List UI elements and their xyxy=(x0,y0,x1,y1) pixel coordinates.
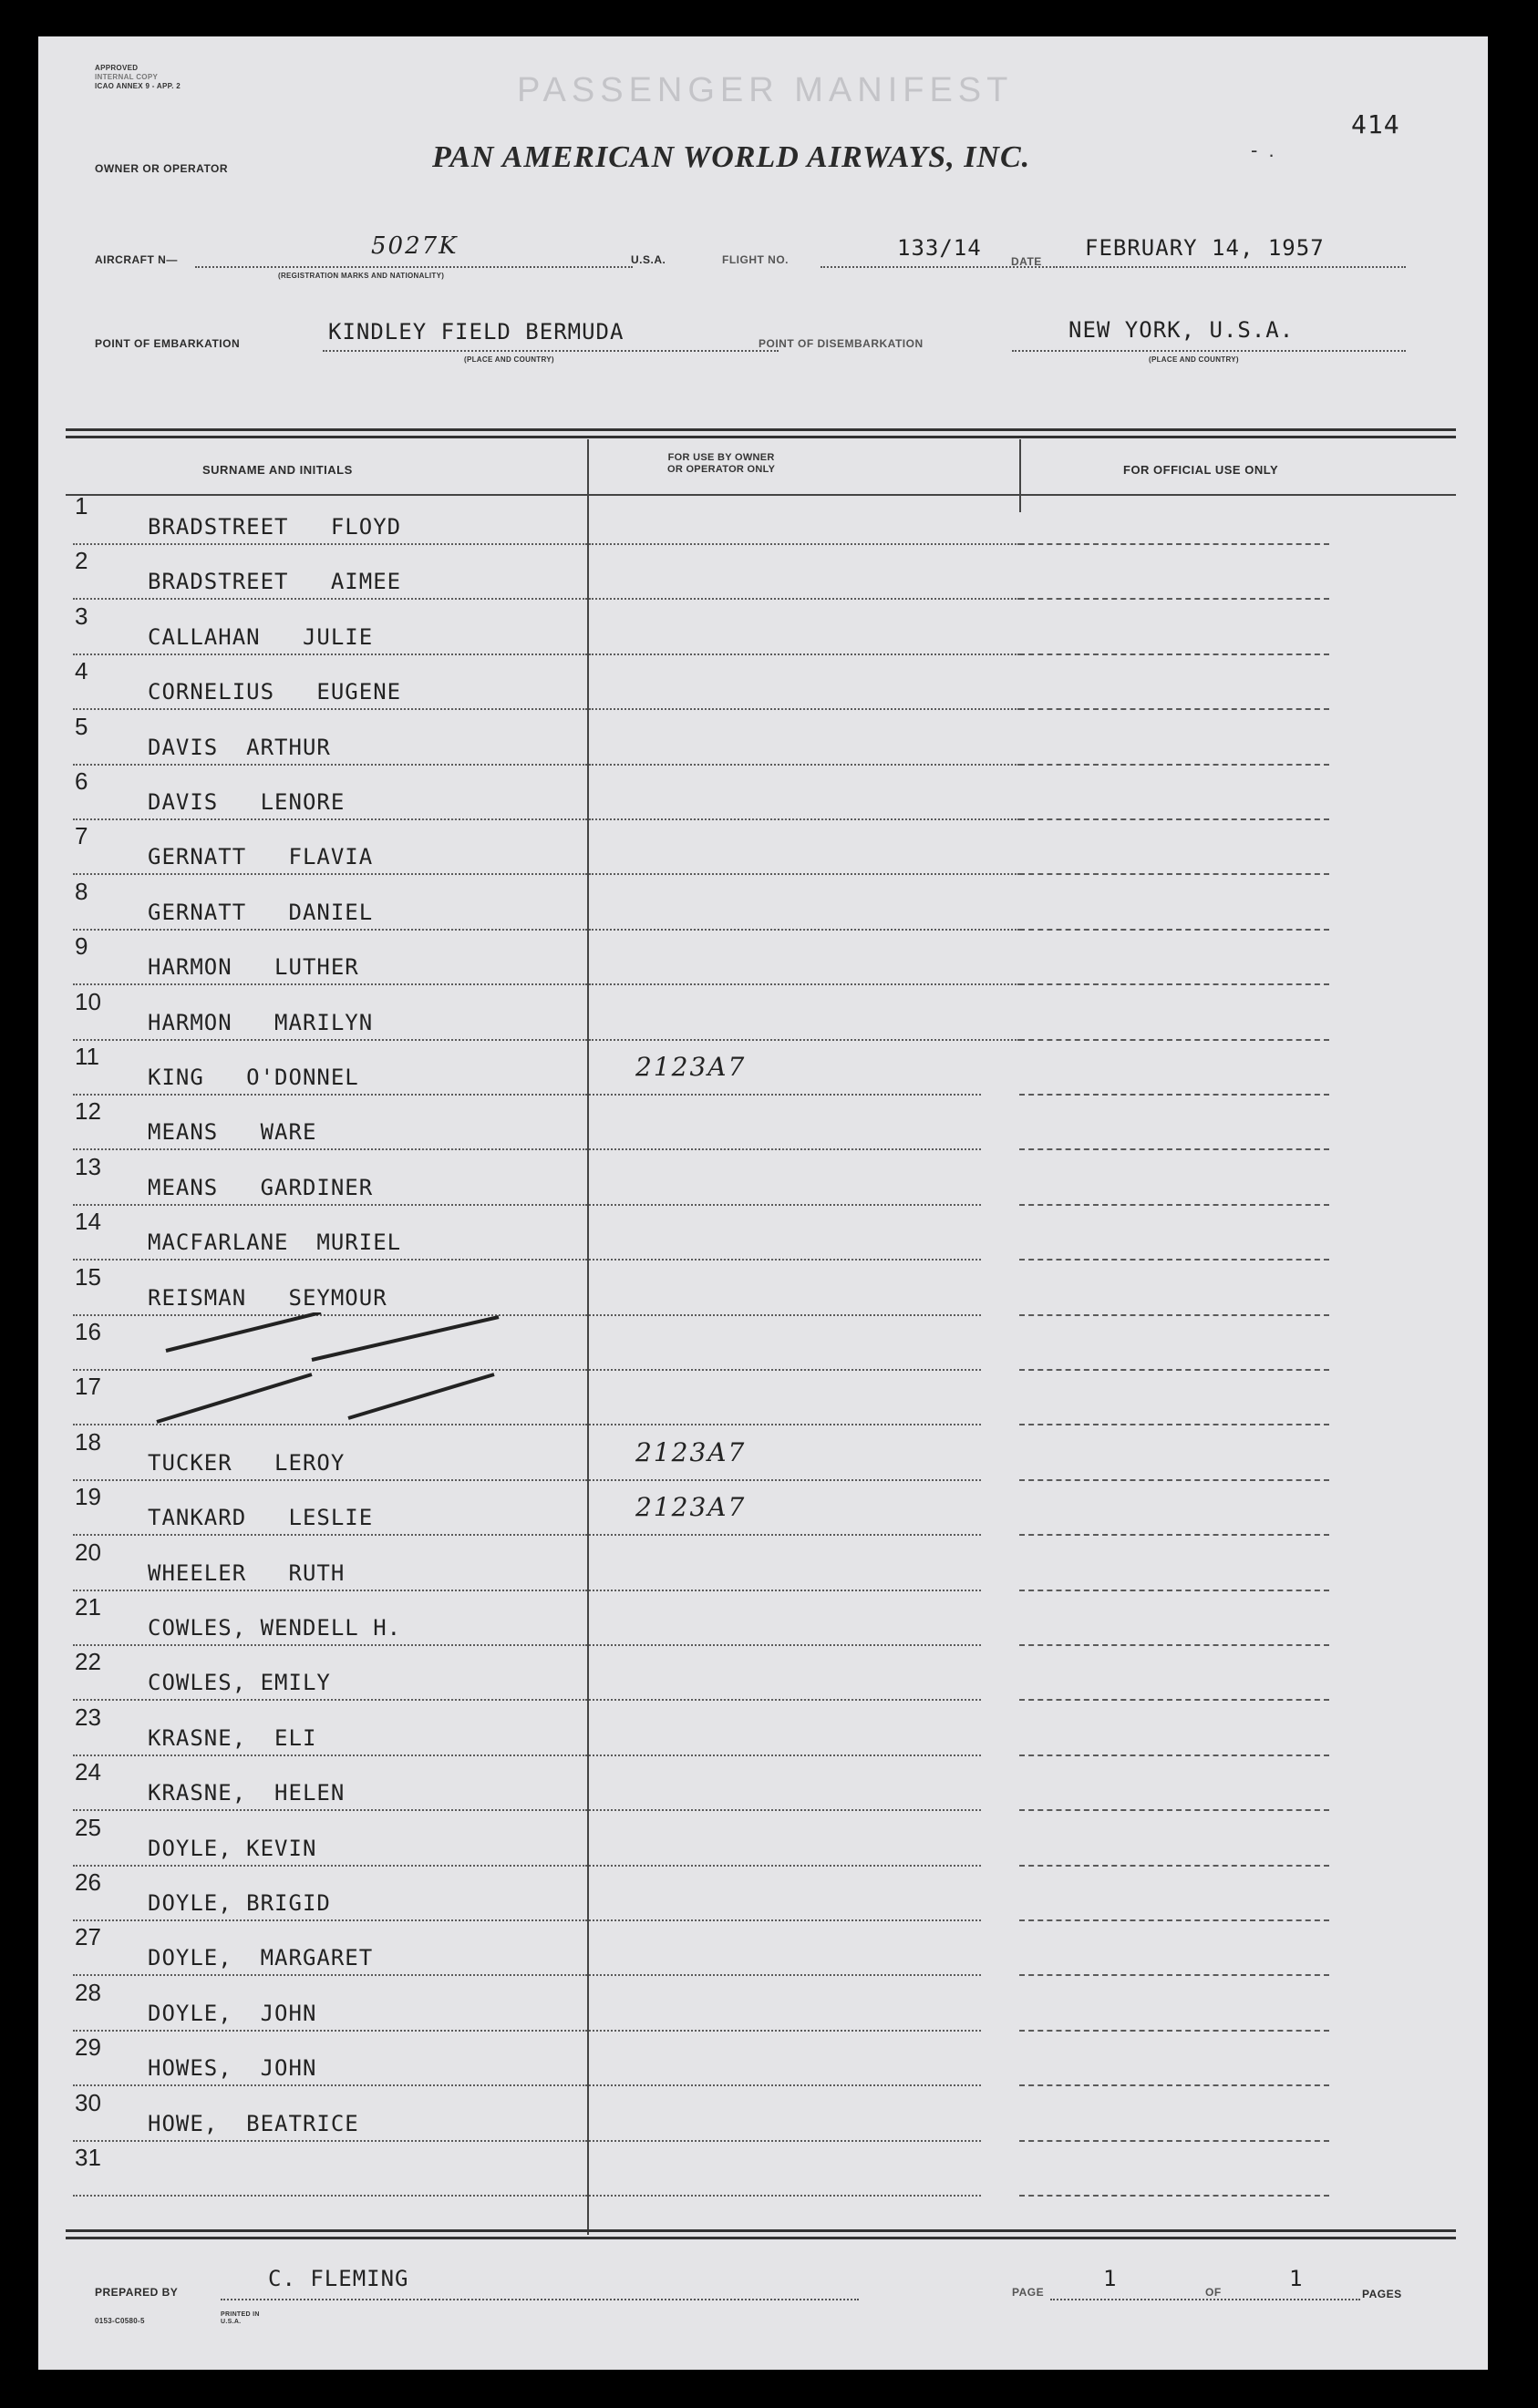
table-row xyxy=(38,1814,1488,1868)
row-rule-owner xyxy=(589,2195,981,2197)
row-rule-owner xyxy=(589,1094,981,1096)
flight-label: FLIGHT NO. xyxy=(722,253,789,266)
row-rule-owner xyxy=(589,1590,981,1591)
owner-value: PAN AMERICAN WORLD AIRWAYS, INC. xyxy=(432,140,1031,174)
operator-note: 2123A7 xyxy=(635,1492,747,1523)
row-number: 23 xyxy=(75,1703,101,1731)
passenger-name: GERNATT FLAVIA xyxy=(148,844,374,870)
row-rule-owner xyxy=(589,2084,981,2086)
table-top-rule-2 xyxy=(66,436,1456,438)
passenger-name: COWLES, EMILY xyxy=(148,1670,331,1696)
table-row xyxy=(38,822,1488,877)
row-rule-official xyxy=(1019,2030,1329,2032)
col-header-owner-use-line-2: OR OPERATOR ONLY xyxy=(667,464,776,475)
row-rule-owner xyxy=(589,873,1019,875)
row-rule-official xyxy=(1019,1369,1329,1371)
table-row xyxy=(38,657,1488,712)
table-row xyxy=(38,932,1488,987)
table-bottom-rule-1 xyxy=(66,2229,1456,2232)
row-number: 22 xyxy=(75,1648,101,1676)
printed-mark: PRINTED IN U.S.A. xyxy=(221,2311,260,2325)
row-rule-name xyxy=(73,1479,587,1481)
row-rule-name xyxy=(73,1590,587,1591)
row-rule-name xyxy=(73,873,587,875)
table-row xyxy=(38,492,1488,547)
disembark-underline xyxy=(1012,350,1406,352)
row-rule-owner xyxy=(589,708,1019,710)
row-number: 3 xyxy=(75,602,88,630)
strike-line xyxy=(348,1374,494,1418)
table-row xyxy=(38,1153,1488,1208)
row-rule-name xyxy=(73,983,587,985)
row-number: 20 xyxy=(75,1538,101,1566)
owner-label: OWNER OR OPERATOR xyxy=(95,162,229,175)
row-rule-official xyxy=(1019,1479,1329,1481)
prepared-underline xyxy=(221,2299,859,2300)
row-rule-owner xyxy=(589,1424,981,1425)
row-rule-owner xyxy=(589,818,1019,820)
row-number: 29 xyxy=(75,2033,101,2062)
row-rule-name xyxy=(73,1534,587,1536)
row-rule-name xyxy=(73,1204,587,1206)
row-number: 24 xyxy=(75,1758,101,1786)
row-rule-owner xyxy=(589,983,1019,985)
row-rule-name xyxy=(73,929,587,931)
table-row xyxy=(38,1868,1488,1923)
approval-line-2: INTERNAL COPY xyxy=(95,73,159,81)
table-row xyxy=(38,1538,1488,1593)
table-row xyxy=(38,602,1488,657)
row-rule-name xyxy=(73,653,587,655)
row-rule-official xyxy=(1019,1865,1329,1867)
row-number: 2 xyxy=(75,547,88,575)
row-rule-official xyxy=(1019,1809,1329,1811)
row-rule-name xyxy=(73,1259,587,1261)
registration-caption: (REGISTRATION MARKS AND NATIONALITY) xyxy=(278,272,445,280)
row-rule-owner xyxy=(589,1755,981,1756)
row-rule-owner xyxy=(589,2030,981,2032)
row-number: 31 xyxy=(75,2144,101,2171)
passenger-name: COWLES, WENDELL H. xyxy=(148,1615,402,1641)
row-rule-owner xyxy=(589,1314,981,1316)
row-number: 10 xyxy=(75,987,101,1015)
disembark-value: NEW YORK, U.S.A. xyxy=(1068,317,1295,343)
row-rule-official xyxy=(1019,1424,1329,1425)
passenger-name: DAVIS ARTHUR xyxy=(148,734,331,760)
of-label: OF xyxy=(1205,2286,1222,2299)
row-number: 17 xyxy=(75,1373,101,1401)
row-rule-name xyxy=(73,2084,587,2086)
row-rule-owner xyxy=(589,1479,981,1481)
row-rule-official xyxy=(1019,983,1329,985)
row-rule-official xyxy=(1019,1204,1329,1206)
row-rule-name xyxy=(73,1974,587,1976)
row-rule-owner xyxy=(589,1148,981,1150)
date-label: DATE xyxy=(1011,255,1042,268)
row-number: 25 xyxy=(75,1813,101,1841)
table-row xyxy=(38,878,1488,932)
row-rule-official xyxy=(1019,543,1329,545)
row-number: 27 xyxy=(75,1923,101,1951)
row-rule-official xyxy=(1019,764,1329,766)
passenger-name: CORNELIUS EUGENE xyxy=(148,679,402,705)
approval-line-1: APPROVED xyxy=(95,64,139,72)
row-rule-official xyxy=(1019,708,1329,710)
passenger-name: DAVIS LENORE xyxy=(148,789,346,815)
row-rule-owner xyxy=(589,764,1019,766)
passenger-name: CALLAHAN JULIE xyxy=(148,623,374,650)
passenger-name: REISMAN SEYMOUR xyxy=(148,1284,387,1311)
embark-caption: (PLACE AND COUNTRY) xyxy=(464,355,554,364)
table-row xyxy=(38,2144,1488,2198)
row-rule-official xyxy=(1019,1699,1329,1701)
row-number: 28 xyxy=(75,1978,101,2006)
row-rule-official xyxy=(1019,1148,1329,1150)
strike-marks xyxy=(129,1312,531,1440)
row-number: 5 xyxy=(75,712,88,740)
date-underline xyxy=(1059,266,1406,268)
row-rule-name xyxy=(73,598,587,600)
strike-line xyxy=(312,1317,499,1360)
table-row xyxy=(38,1263,1488,1318)
passenger-name: KRASNE, HELEN xyxy=(148,1780,346,1806)
passenger-name: MEANS GARDINER xyxy=(148,1174,374,1200)
row-number: 12 xyxy=(75,1097,101,1126)
manifest-sheet xyxy=(38,36,1488,2370)
form-code: 0153-C0580-5 xyxy=(95,2317,145,2325)
table-row xyxy=(38,1703,1488,1758)
operator-note: 2123A7 xyxy=(635,1052,747,1082)
passenger-name: BRADSTREET AIMEE xyxy=(148,569,402,595)
row-rule-owner xyxy=(589,1644,981,1646)
flight-value: 133/14 xyxy=(897,235,982,261)
row-number: 4 xyxy=(75,657,88,685)
row-rule-official xyxy=(1019,1590,1329,1591)
row-rule-name xyxy=(73,708,587,710)
row-rule-name xyxy=(73,1148,587,1150)
page-ref-number: 414 xyxy=(1351,109,1400,139)
table-row xyxy=(38,1208,1488,1262)
row-rule-official xyxy=(1019,818,1329,820)
of-value: 1 xyxy=(1289,2266,1304,2291)
row-number: 30 xyxy=(75,2088,101,2116)
row-rule-owner xyxy=(589,1974,981,1976)
strike-line xyxy=(157,1374,312,1422)
table-row xyxy=(38,1758,1488,1813)
prepared-label: PREPARED BY xyxy=(95,2286,179,2299)
table-row xyxy=(38,1979,1488,2033)
approval-block xyxy=(95,64,181,91)
passenger-name: WHEELER RUTH xyxy=(148,1559,346,1586)
row-rule-name xyxy=(73,1039,587,1041)
passenger-name: HOWES, JOHN xyxy=(148,2055,317,2082)
passenger-name: MEANS WARE xyxy=(148,1119,317,1146)
row-rule-name xyxy=(73,764,587,766)
aircraft-label: AIRCRAFT N— xyxy=(95,253,178,266)
col-header-owner-use-line-1: FOR USE BY OWNER xyxy=(667,452,775,463)
row-rule-name xyxy=(73,818,587,820)
aircraft-value: 5027K xyxy=(371,232,459,260)
row-number: 13 xyxy=(75,1152,101,1180)
disembark-label: POINT OF DISEMBARKATION xyxy=(759,337,924,350)
page-label: PAGE xyxy=(1012,2286,1045,2299)
row-rule-name xyxy=(73,1699,587,1701)
row-rule-official xyxy=(1019,1094,1329,1096)
passenger-name: GERNATT DANIEL xyxy=(148,899,374,925)
passenger-name: HARMON MARILYN xyxy=(148,1009,374,1035)
row-rule-official xyxy=(1019,2084,1329,2086)
row-rule-name xyxy=(73,1094,587,1096)
passenger-name: TUCKER LEROY xyxy=(148,1449,346,1476)
nationality-label: U.S.A. xyxy=(631,253,666,266)
row-rule-owner xyxy=(589,1534,981,1536)
row-rule-owner xyxy=(589,1204,981,1206)
table-row xyxy=(38,1483,1488,1538)
row-number: 7 xyxy=(75,822,88,850)
row-number: 16 xyxy=(75,1318,101,1345)
row-rule-owner xyxy=(589,1809,981,1811)
table-bottom-rule-2 xyxy=(66,2237,1456,2239)
table-row xyxy=(38,1923,1488,1978)
row-rule-official xyxy=(1019,1644,1329,1646)
row-rule-name xyxy=(73,1919,587,1921)
embark-label: POINT OF EMBARKATION xyxy=(95,337,241,350)
embark-underline xyxy=(323,350,779,352)
form-title: PASSENGER MANIFEST xyxy=(517,71,1014,109)
table-row xyxy=(38,767,1488,822)
row-number: 26 xyxy=(75,1868,101,1896)
row-rule-owner xyxy=(589,1699,981,1701)
row-rule-owner xyxy=(589,1039,1019,1041)
row-number: 14 xyxy=(75,1208,101,1236)
aircraft-underline xyxy=(195,266,633,268)
passenger-name: KING O'DONNEL xyxy=(148,1065,359,1090)
approval-line-3: ICAO ANNEX 9 - APP. 2 xyxy=(95,82,181,90)
row-rule-official xyxy=(1019,1755,1329,1756)
passenger-name: MACFARLANE MURIEL xyxy=(148,1230,402,1256)
row-rule-owner xyxy=(589,543,1019,545)
row-rule-official xyxy=(1019,2140,1329,2142)
table-row xyxy=(38,2089,1488,2144)
strike-line xyxy=(166,1312,321,1351)
row-rule-official xyxy=(1019,598,1329,600)
dash-mark: - . xyxy=(1251,139,1275,161)
row-rule-official xyxy=(1019,653,1329,655)
passenger-name: HOWE, BEATRICE xyxy=(148,2110,359,2136)
row-rule-name xyxy=(73,1644,587,1646)
row-rule-official xyxy=(1019,1974,1329,1976)
row-rule-owner xyxy=(589,1259,981,1261)
passenger-name: DOYLE, JOHN xyxy=(148,2000,317,2026)
row-rule-owner xyxy=(589,1865,981,1867)
row-rule-official xyxy=(1019,929,1329,931)
row-number: 9 xyxy=(75,932,88,961)
row-rule-owner xyxy=(589,598,1019,600)
row-number: 15 xyxy=(75,1262,101,1291)
row-rule-official xyxy=(1019,2195,1329,2197)
table-row xyxy=(38,988,1488,1043)
table-row xyxy=(38,1648,1488,1703)
col-header-surname: SURNAME AND INITIALS xyxy=(202,463,353,477)
row-rule-official xyxy=(1019,873,1329,875)
row-rule-owner xyxy=(589,929,1019,931)
row-number: 11 xyxy=(75,1043,99,1070)
row-rule-name xyxy=(73,2140,587,2142)
prepared-value: C. FLEMING xyxy=(268,2266,409,2291)
row-number: 19 xyxy=(75,1483,101,1511)
row-rule-official xyxy=(1019,1314,1329,1316)
table-top-rule-1 xyxy=(66,428,1456,431)
page-underline xyxy=(1050,2299,1360,2300)
pages-label: PAGES xyxy=(1362,2288,1402,2300)
operator-note: 2123A7 xyxy=(635,1436,747,1467)
row-rule-owner xyxy=(589,1369,981,1371)
row-rule-official xyxy=(1019,1919,1329,1921)
row-number: 18 xyxy=(75,1427,101,1456)
table-row xyxy=(38,713,1488,767)
row-rule-name xyxy=(73,2030,587,2032)
date-value: FEBRUARY 14, 1957 xyxy=(1085,235,1325,261)
row-rule-official xyxy=(1019,1534,1329,1536)
passenger-name: DOYLE, MARGARET xyxy=(148,1945,374,1971)
col-header-official: FOR OFFICIAL USE ONLY xyxy=(1123,463,1279,477)
passenger-name: KRASNE, ELI xyxy=(148,1724,317,1751)
table-row xyxy=(38,1097,1488,1152)
page-value: 1 xyxy=(1103,2266,1118,2291)
row-rule-name xyxy=(73,543,587,545)
row-number: 21 xyxy=(75,1593,101,1621)
passenger-name: TANKARD LESLIE xyxy=(148,1505,374,1531)
table-row xyxy=(38,1593,1488,1648)
row-number: 6 xyxy=(75,767,88,795)
row-number: 1 xyxy=(75,492,88,520)
row-rule-owner xyxy=(589,1919,981,1921)
passenger-name: BRADSTREET FLOYD xyxy=(148,514,402,540)
embark-value: KINDLEY FIELD BERMUDA xyxy=(328,319,624,345)
table-row xyxy=(38,1043,1488,1097)
table-row xyxy=(38,2033,1488,2088)
row-rule-official xyxy=(1019,1039,1329,1041)
row-rule-name xyxy=(73,1809,587,1811)
row-rule-name xyxy=(73,1865,587,1867)
row-number: 8 xyxy=(75,877,88,905)
passenger-name: DOYLE, BRIGID xyxy=(148,1890,331,1916)
disembark-caption: (PLACE AND COUNTRY) xyxy=(1149,355,1239,364)
row-rule-name xyxy=(73,2195,587,2197)
row-rule-name xyxy=(73,1755,587,1756)
row-rule-owner xyxy=(589,2140,981,2142)
table-row xyxy=(38,547,1488,602)
row-rule-official xyxy=(1019,1259,1329,1261)
col-header-owner-use xyxy=(667,452,775,476)
passenger-name: HARMON LUTHER xyxy=(148,954,359,981)
passenger-name: DOYLE, KEVIN xyxy=(148,1835,317,1861)
row-rule-owner xyxy=(589,653,1019,655)
